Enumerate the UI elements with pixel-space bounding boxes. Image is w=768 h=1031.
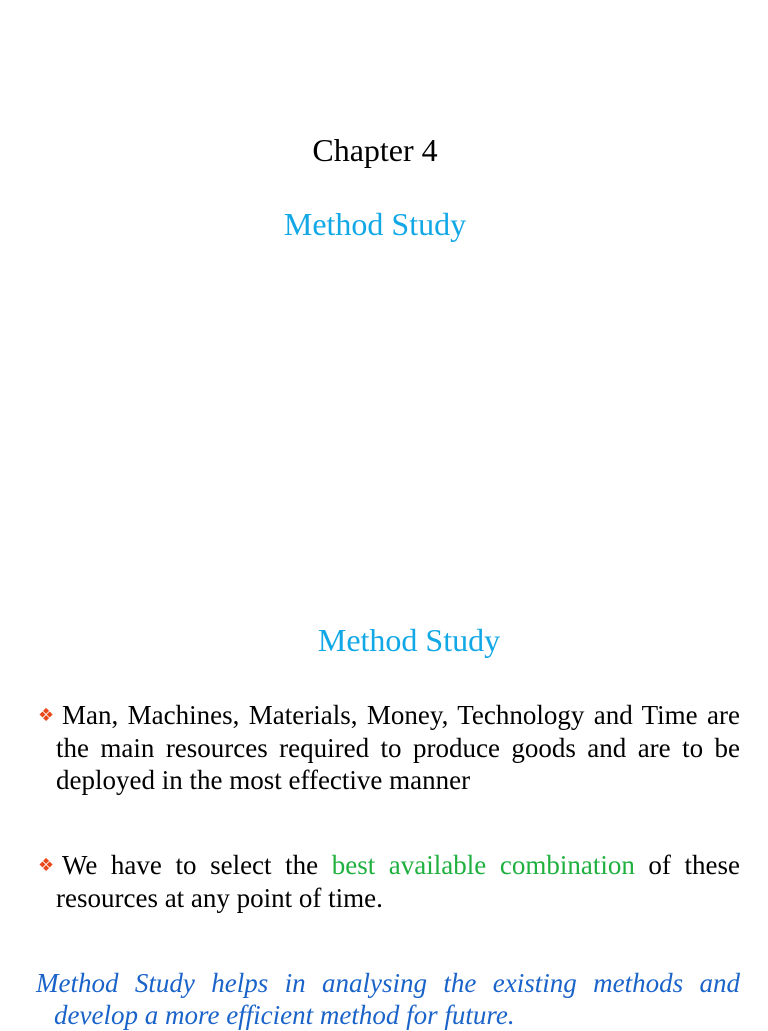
diamond-cluster-icon: ❖ [38,855,55,876]
bullet-text: Man, Machines, Materials, Money, Technology and Time are the main resources required to produce goods and are to be deployed in the most effective manner [56,700,740,795]
slide-heading: Method Study [317,622,501,658]
closing-note: Method Study helps in analysing the existing methods and develop a more efficient method for future. [36,968,740,1030]
bullet-item-resources [38,699,740,796]
bullet-item-combination [38,849,740,914]
chapter-subtitle: Method Study [283,206,467,242]
bullet-text-after: of these resources at any point of time. [56,850,740,913]
slide-method-study [0,580,768,1030]
chapter-title: Chapter 4 [312,132,438,168]
diamond-cluster-icon: ❖ [38,705,55,726]
bullet-highlight: best available combination [331,850,635,880]
bullet-text-before: We have to select the [62,850,332,880]
